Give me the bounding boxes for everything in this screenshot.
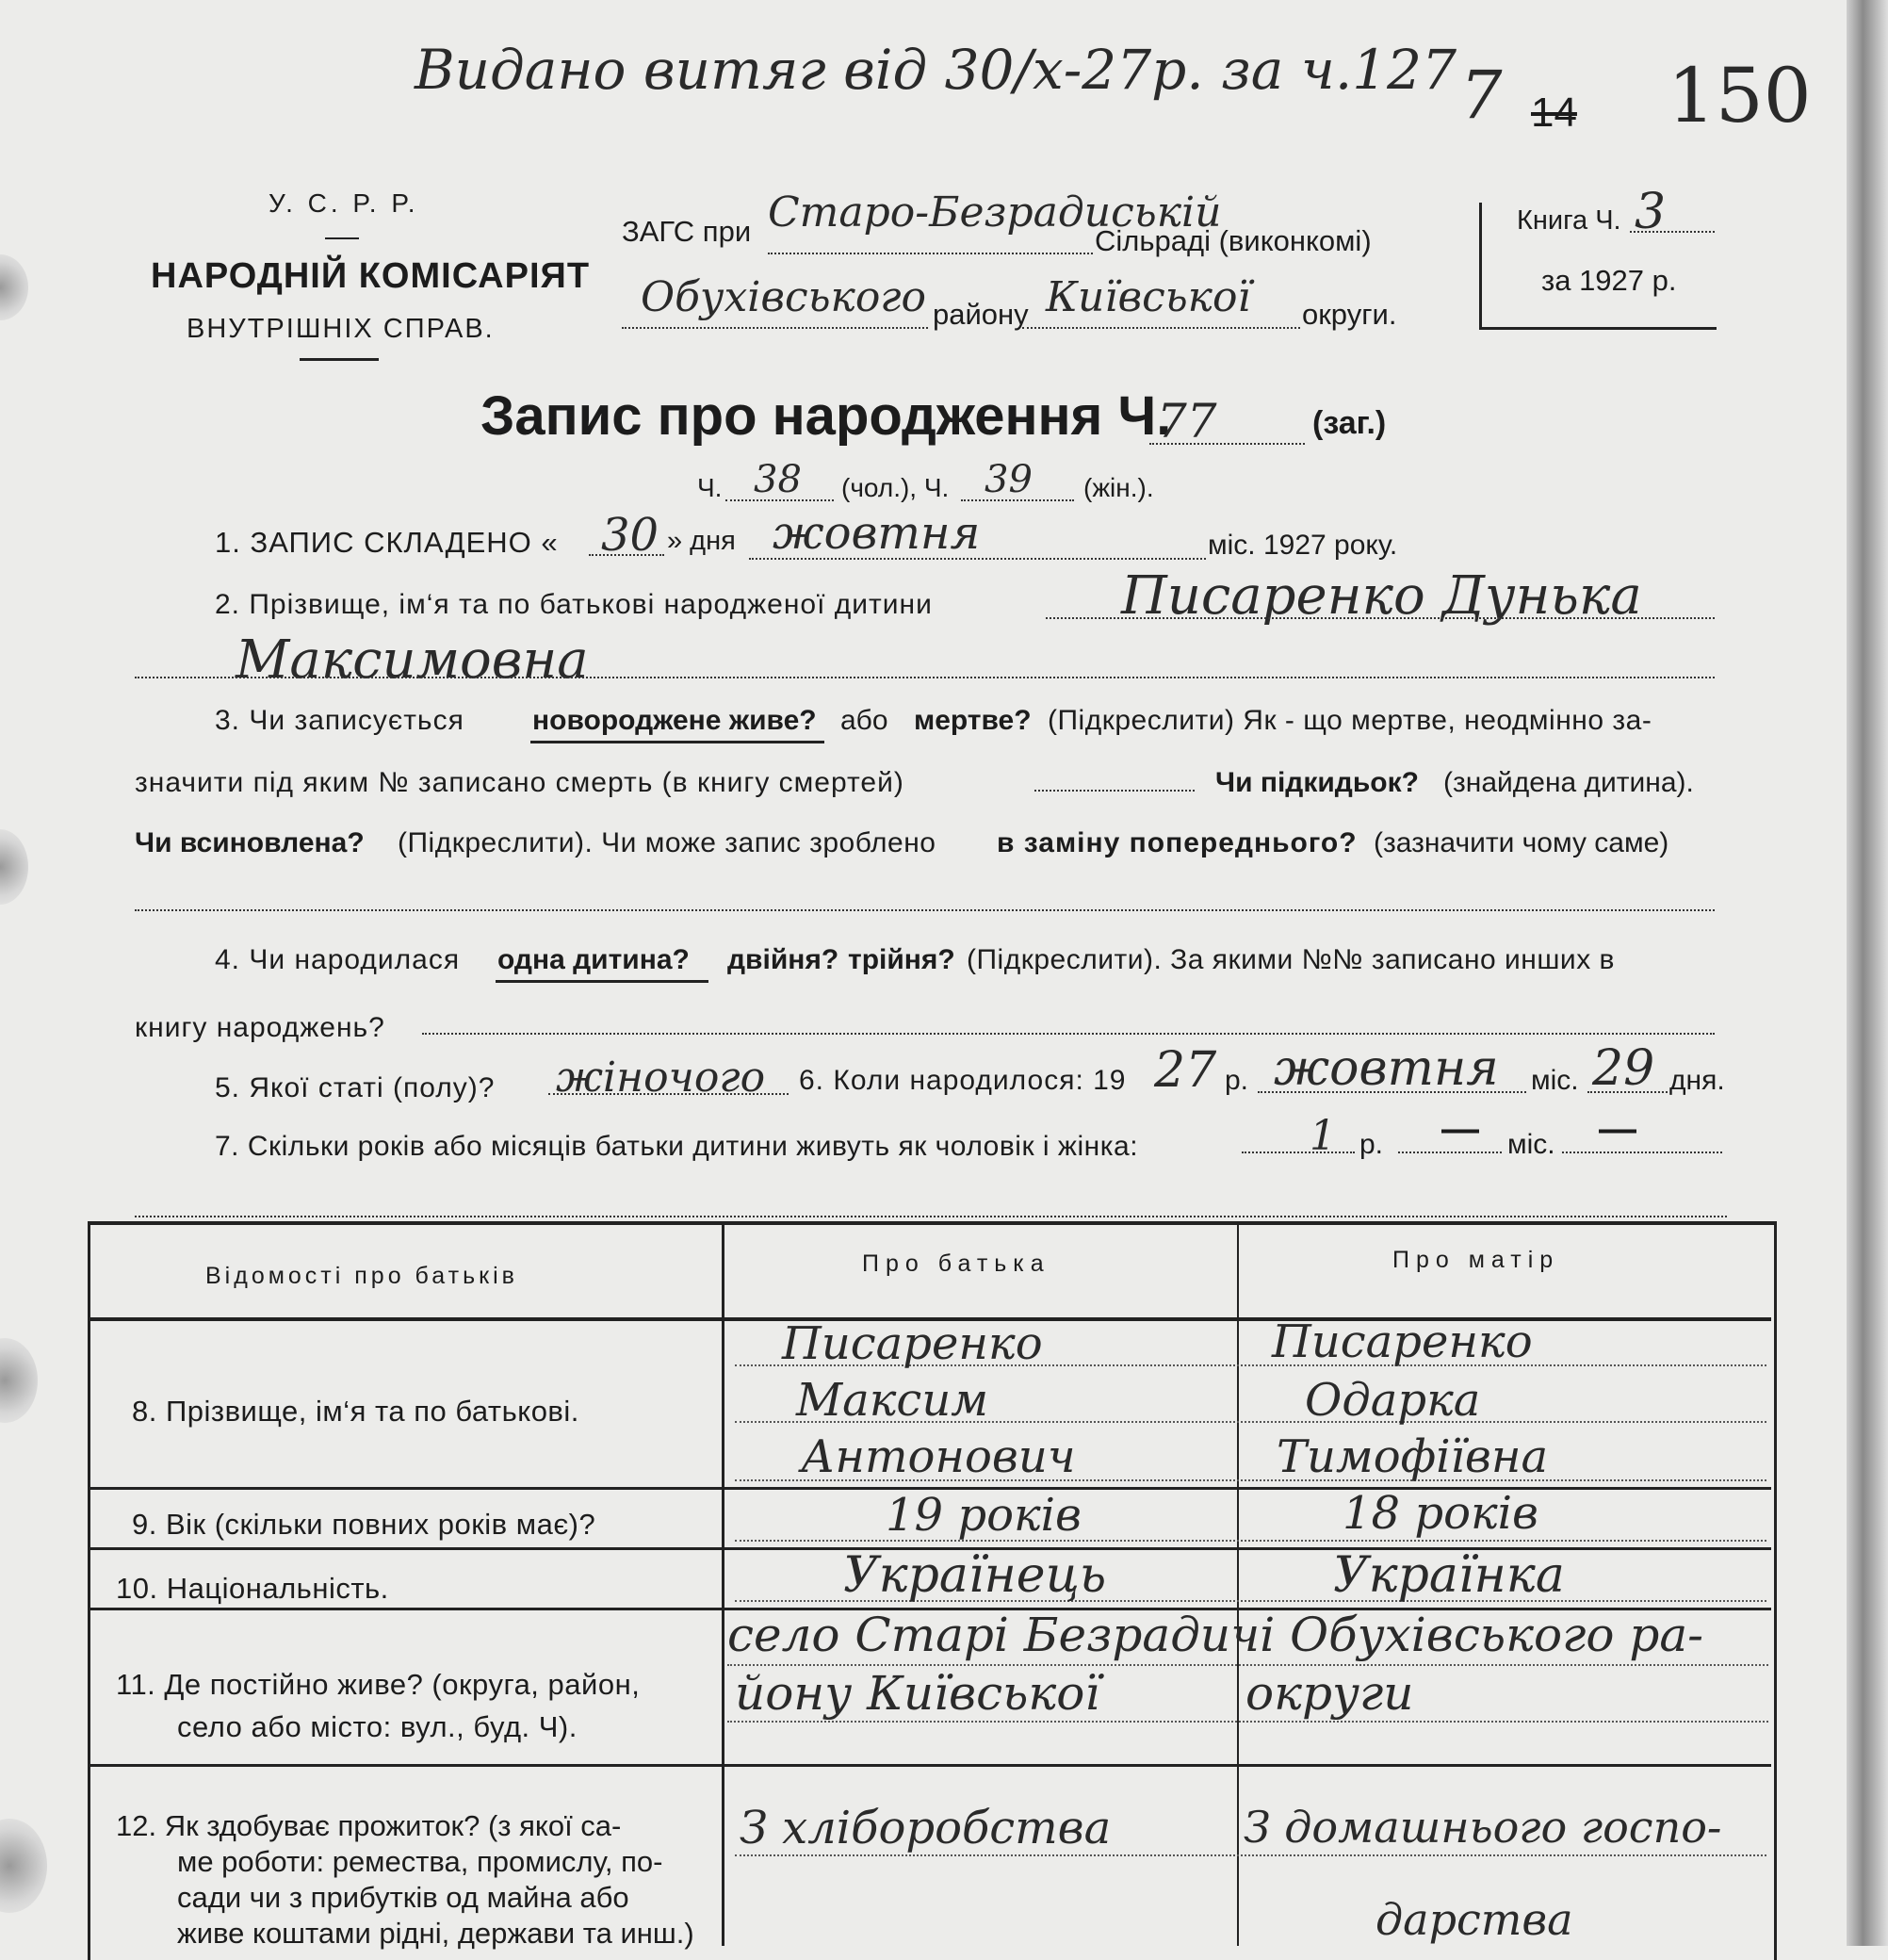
female-label: (жін.).	[1083, 473, 1154, 502]
residence-district: йону Київської	[735, 1666, 1100, 1721]
item6-label: 6. Коли народилося: 19	[799, 1065, 1127, 1096]
mother-age: 18 років	[1343, 1487, 1538, 1540]
council-suffix: Сільраді (виконкомі)	[1095, 224, 1372, 257]
ministry-subtitle: ВНУТРІШНІХ СПРАВ.	[187, 314, 495, 344]
child-name: Писаренко Дунька	[1121, 565, 1642, 627]
okrug-label: округи.	[1302, 298, 1397, 331]
divider	[300, 358, 379, 361]
birth-day: 29	[1592, 1040, 1655, 1097]
okrug-line	[1022, 327, 1300, 329]
sub-prefix: Ч.	[697, 473, 723, 502]
okrug-name: Київської	[1046, 273, 1251, 321]
residence-okrug: округи	[1245, 1666, 1414, 1721]
item3-line4	[135, 909, 1715, 911]
item2-label: 2. Прізвище, ім‘я та по батькові народженої дитини	[215, 589, 933, 620]
table-header-info: Відомості про батьків	[205, 1263, 518, 1289]
row9-label: 9. Вік (скільки повних років має)?	[132, 1508, 596, 1541]
table-header-mother: Про матір	[1392, 1247, 1560, 1273]
council-line	[768, 253, 1093, 254]
table-col-divider	[1237, 1223, 1239, 1946]
item1-day: 30	[601, 509, 659, 562]
row10-label: 10. Національність.	[116, 1572, 389, 1605]
item1-day-suffix: » дня	[667, 526, 736, 556]
male-label: (чол.), Ч.	[841, 473, 950, 502]
father-occupation: З хліборобства	[740, 1802, 1112, 1854]
punch-hole	[0, 1819, 47, 1913]
item3-line1-a: 3. Чи записується	[215, 705, 464, 736]
table-header-father: Про батька	[862, 1250, 1050, 1277]
mother-occupation-cont: дарства	[1375, 1894, 1573, 1945]
item5-line	[548, 1093, 789, 1095]
item3-found-child: (знайдена дитина).	[1443, 767, 1694, 798]
birth-month: жовтня	[1274, 1040, 1499, 1097]
republic-label: У. С. Р. Р.	[269, 188, 419, 218]
underline-single	[496, 980, 708, 983]
binder-edge	[1847, 0, 1888, 1946]
punch-hole	[0, 254, 28, 320]
item2-line	[1046, 617, 1715, 619]
margin-mark: 7	[1460, 57, 1503, 134]
item4-triplets: трійня?	[848, 944, 955, 975]
book-year: за 1927 р.	[1541, 264, 1677, 297]
birth-month-label: міс.	[1531, 1065, 1579, 1096]
item3-line3-b: (Підкреслити). Чи може запис зроблено	[398, 827, 936, 858]
item7-months-line	[1398, 1152, 1502, 1153]
punch-hole	[0, 1338, 38, 1423]
item7-label: 7. Скільки років або місяців батьки дитини живуть як чоловік і жінка:	[215, 1131, 1139, 1162]
district-label: району	[933, 298, 1029, 331]
row12-label-4: живе коштами рідні, держави та инш.)	[177, 1917, 694, 1950]
father-nationality: Українець	[843, 1547, 1107, 1604]
item7-line2	[135, 1216, 1727, 1217]
item5-label: 5. Якої статі (полу)?	[215, 1072, 496, 1103]
item1-month: жовтня	[773, 507, 981, 560]
item3-line2-a: значити під яким № записано смерть (в книгу смертей)	[135, 767, 904, 798]
row11-label-1: 11. Де постійно живе? (округа, район,	[116, 1668, 641, 1701]
item3-replacement: в заміну попереднього?	[997, 827, 1358, 858]
father-patronymic: Антонович	[801, 1430, 1076, 1483]
record-title: Запис про народження Ч.	[480, 385, 1172, 447]
item3-foundling: Чи підкидьок?	[1215, 767, 1419, 798]
item7-end-line	[1562, 1152, 1722, 1153]
zags-label: ЗАГС при	[622, 215, 752, 248]
mother-name: Одарка	[1305, 1374, 1481, 1427]
item6-month-line	[1258, 1091, 1526, 1093]
item1-label: 1. ЗАПИС СКЛАДЕНО «	[215, 526, 559, 559]
book-box-bottom	[1479, 327, 1717, 330]
book-number: 3	[1635, 184, 1667, 240]
child-patronymic: Максимовна	[236, 629, 589, 691]
divider	[325, 237, 359, 239]
book-label: Книга Ч.	[1517, 205, 1621, 236]
cell-line	[735, 1854, 1766, 1856]
row12-label-1: 12. Як здобуває прожиток? (з якої са-	[116, 1809, 622, 1842]
male-line	[725, 499, 834, 501]
item3-line3-d: (зазначити чому саме)	[1374, 827, 1669, 858]
mother-surname: Писаренко	[1272, 1315, 1533, 1368]
book-line	[1630, 231, 1715, 233]
ministry-title: НАРОДНІЙ КОМІСАРІЯТ	[151, 256, 591, 296]
item3-or: або	[840, 705, 888, 736]
item3-line1-e: (Підкреслити) Як - що мертве, неодмінно за-	[1048, 705, 1652, 736]
birth-day-label: дня.	[1669, 1065, 1725, 1096]
district-line	[622, 327, 928, 329]
underline-live	[530, 741, 824, 743]
row12-label-2: ме роботи: ремества, промислу, по-	[177, 1845, 663, 1878]
married-years: 1	[1310, 1112, 1336, 1160]
item3-death-line	[1034, 790, 1195, 792]
cell-line	[727, 1721, 1768, 1723]
row11-label-2: село або місто: вул., буд. Ч).	[177, 1710, 578, 1743]
male-number: 38	[754, 458, 802, 501]
table-row-rule	[88, 1764, 1771, 1767]
female-line	[961, 499, 1074, 501]
item2-line2	[135, 677, 1715, 678]
old-page-number: 14	[1531, 90, 1577, 136]
extract-note: Видано витяг від 30/х-27р. за ч.127	[415, 38, 1457, 102]
item1-year: міс. 1927 року.	[1208, 530, 1398, 561]
row8-label: 8. Прізвище, ім‘я та по батькові.	[132, 1395, 579, 1428]
mother-patronymic: Тимофіївна	[1277, 1430, 1549, 1483]
page-number: 150	[1668, 52, 1812, 139]
item3-live-stillborn: новороджене живе?	[532, 705, 817, 736]
birth-year-r: р.	[1225, 1065, 1249, 1096]
item4-line2: книгу народжень?	[135, 1012, 385, 1043]
record-suffix: (заг.)	[1312, 405, 1387, 441]
birth-year: 27	[1154, 1042, 1217, 1099]
father-name: Максим	[796, 1374, 989, 1427]
district-name: Обухівського	[641, 273, 927, 321]
book-box-left	[1479, 203, 1482, 330]
item7-years-line	[1242, 1152, 1355, 1153]
record-number: 77	[1157, 394, 1217, 449]
item6-day-line	[1587, 1091, 1668, 1093]
child-sex: жіночого	[556, 1054, 766, 1102]
married-months: —	[1441, 1108, 1479, 1150]
item4-line	[422, 1033, 1715, 1035]
row12-label-3: сади чи з прибутків од майна або	[177, 1881, 629, 1914]
item1-day-line	[589, 554, 664, 556]
father-surname: Писаренко	[782, 1317, 1043, 1370]
item1-month-line	[749, 558, 1206, 560]
item4-single: одна дитина?	[497, 944, 690, 975]
married-months-dash: —	[1599, 1108, 1636, 1150]
item3-adopted: Чи всиновлена?	[135, 827, 365, 858]
mother-occupation: З домашнього госпо-	[1244, 1802, 1722, 1853]
female-number: 39	[985, 458, 1033, 501]
mother-nationality: Українка	[1333, 1547, 1565, 1604]
married-months-label: міс.	[1507, 1129, 1555, 1160]
residence-line-1: село Старі Безрадичі Обухівського ра-	[727, 1608, 1704, 1662]
table-col-divider	[722, 1223, 724, 1946]
item4-twins: двійня?	[727, 944, 839, 975]
item4-label: 4. Чи народилася	[215, 944, 461, 975]
item4-line1-e: (Підкреслити). За якими №№ записано инших в	[967, 944, 1615, 975]
father-age: 19 років	[886, 1489, 1082, 1542]
item3-dead: мертве?	[914, 705, 1032, 736]
council-name: Старо-Безрадиській	[768, 188, 1222, 237]
record-number-line	[1149, 443, 1305, 445]
punch-hole	[0, 829, 28, 905]
married-years-label: р.	[1359, 1129, 1384, 1160]
